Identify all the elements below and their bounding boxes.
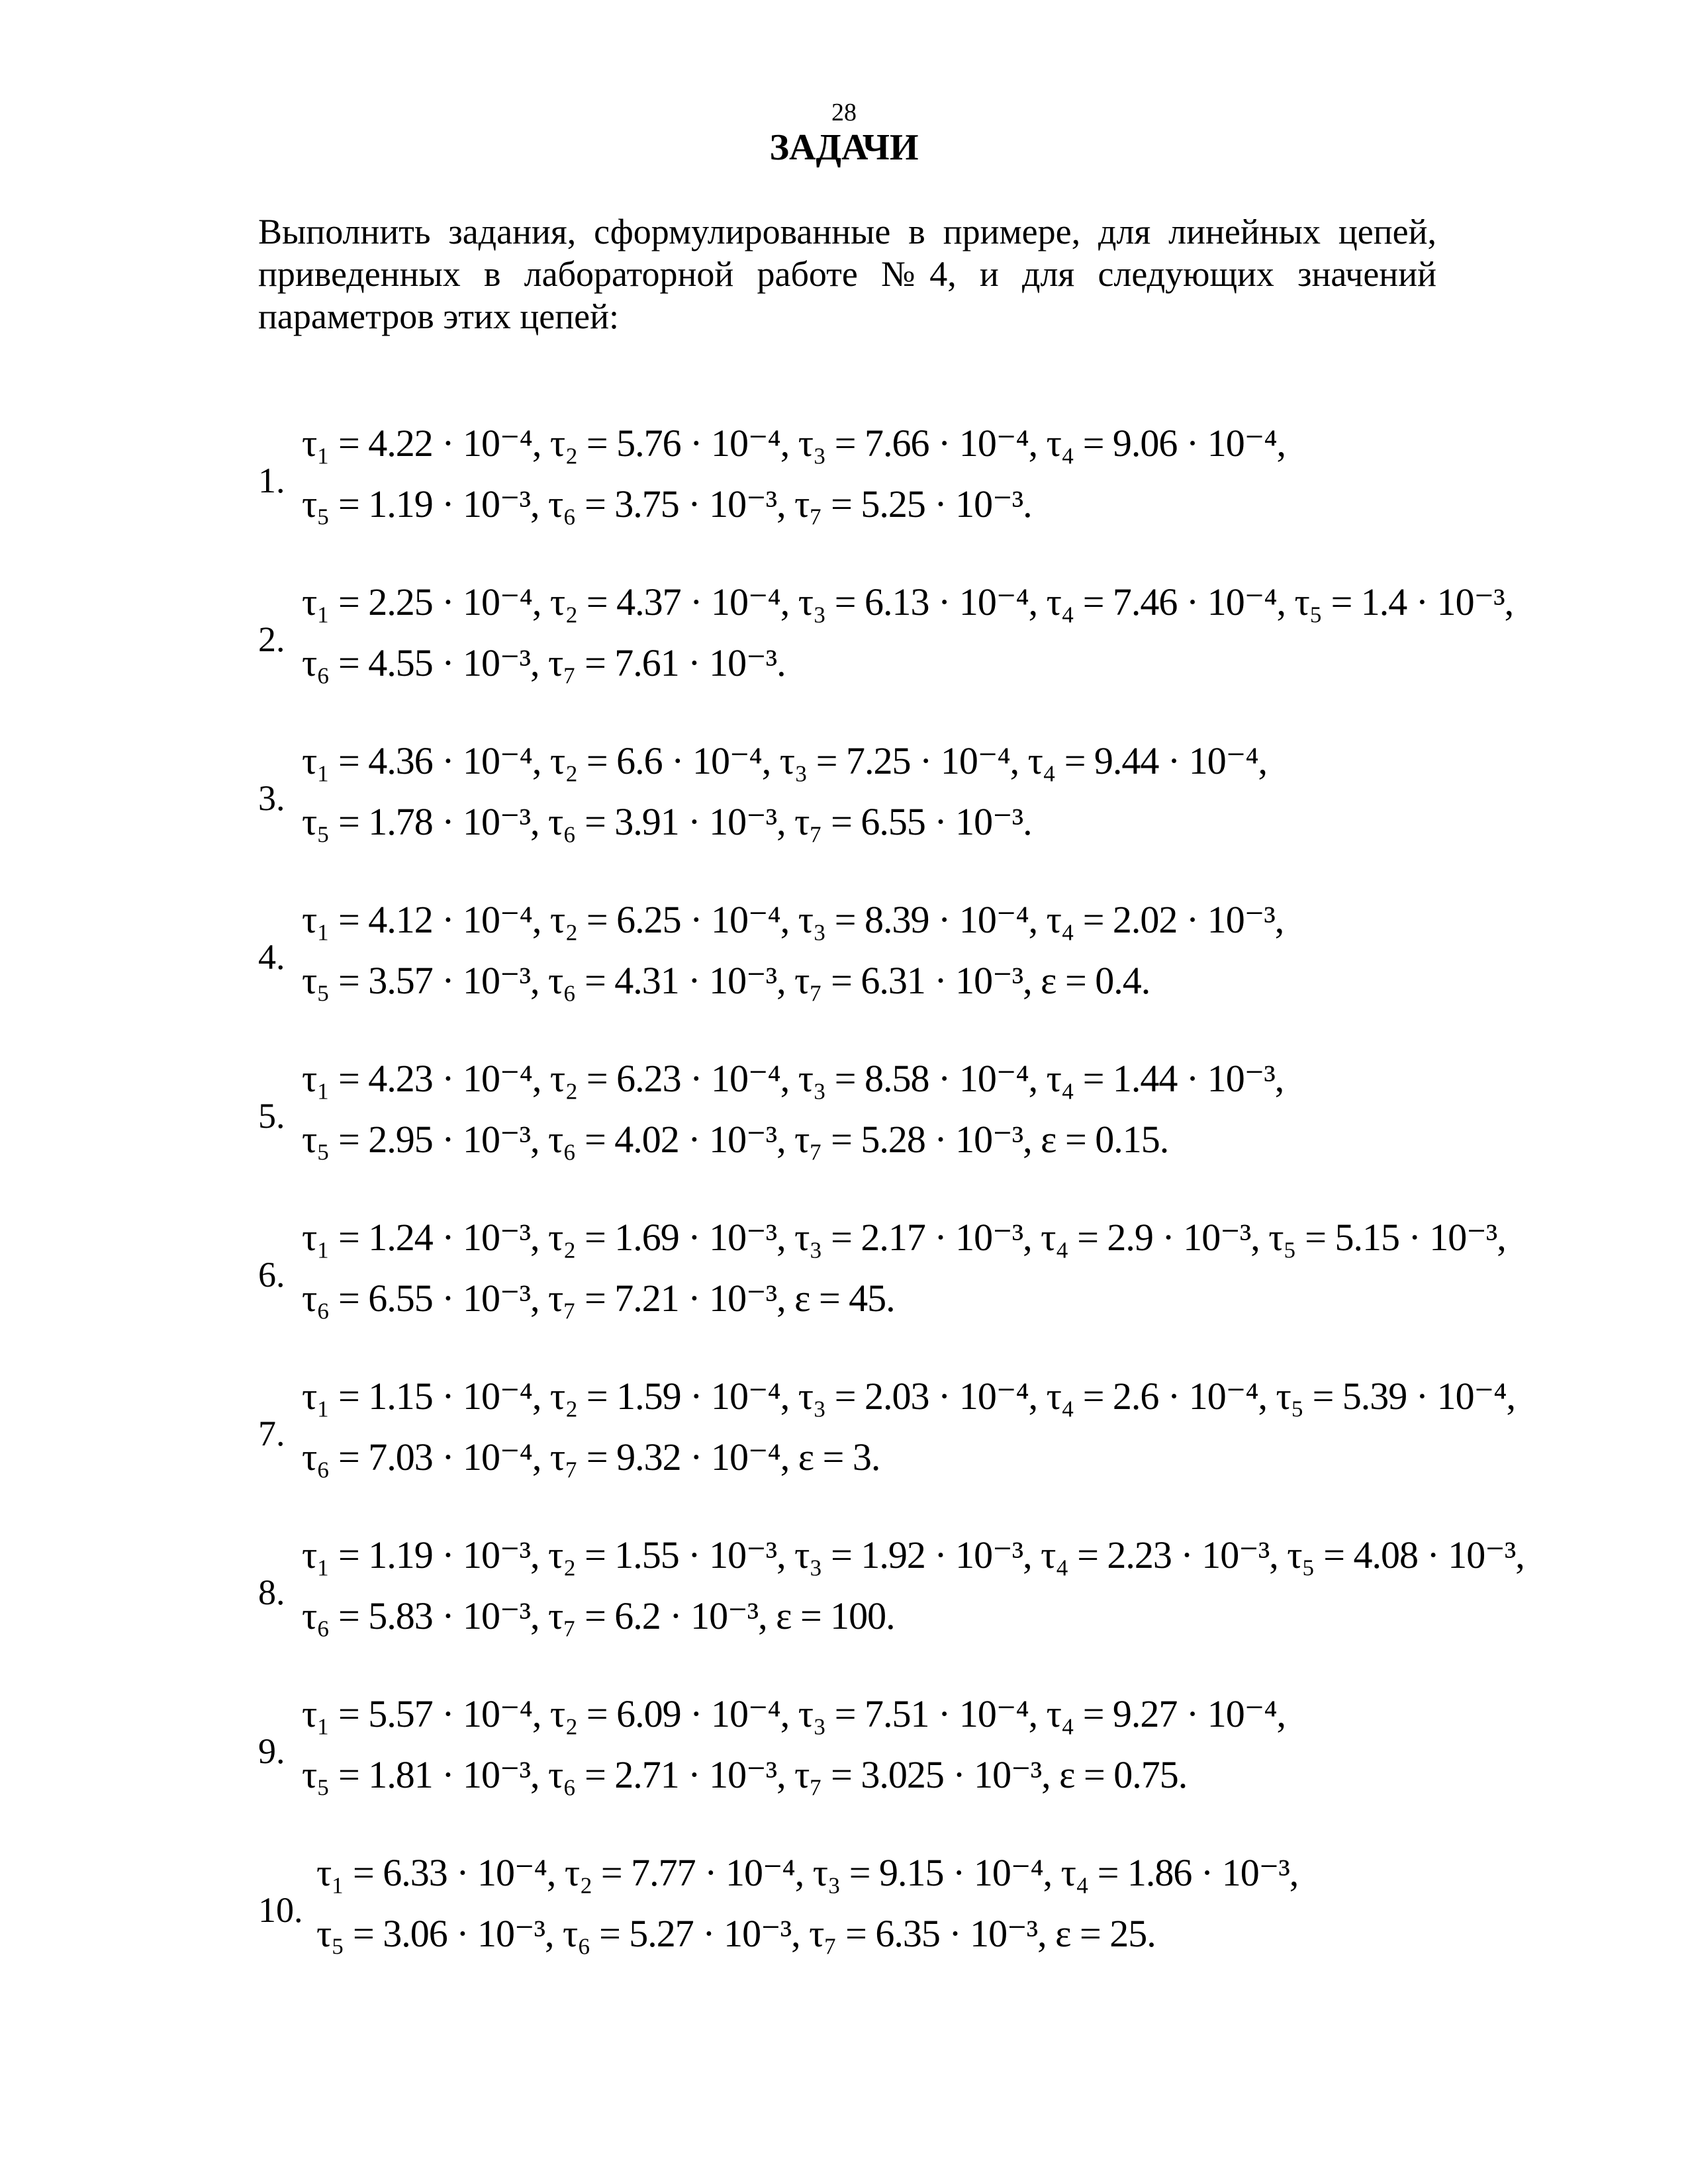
problem-item: [258, 1692, 1450, 1850]
problem-item: [258, 1850, 1450, 2009]
problem-item: [258, 1374, 1515, 1533]
problem-item: [258, 897, 1450, 1056]
problem-params-line-1: τ₁ = 5.57 · 10⁻⁴, τ₂ = 6.09 · 10⁻⁴, τ₃ = 7.51 · 10⁻⁴, τ₄ = 9.27 · 10⁻⁴,: [302, 1692, 1286, 1735]
problem-params-line-2: τ₅ = 2.95 · 10⁻³, τ₆ = 4.02 · 10⁻³, τ₇ = 5.28 · 10⁻³, ε = 0.15.: [302, 1118, 1169, 1161]
problem-params-line-2: τ₅ = 1.78 · 10⁻³, τ₆ = 3.91 · 10⁻³, τ₇ = 6.55 · 10⁻³.: [302, 800, 1032, 843]
problem-list: [258, 421, 1524, 2009]
problem-params-line-2: τ₅ = 1.81 · 10⁻³, τ₆ = 2.71 · 10⁻³, τ₇ = 3.025 · 10⁻³, ε = 0.75.: [302, 1753, 1188, 1796]
problem-item: [258, 1056, 1450, 1215]
problem-params-line-2: τ₅ = 3.57 · 10⁻³, τ₆ = 4.31 · 10⁻³, τ₇ = 6.31 · 10⁻³, ε = 0.4.: [302, 959, 1150, 1002]
problem-params-line-1: τ₁ = 4.36 · 10⁻⁴, τ₂ = 6.6 · 10⁻⁴, τ₃ = 7.25 · 10⁻⁴, τ₄ = 9.44 · 10⁻⁴,: [302, 739, 1268, 782]
page-title: ЗАДАЧИ: [769, 127, 919, 168]
problem-item: [258, 1533, 1524, 1692]
problem-params-line-1: τ₁ = 6.33 · 10⁻⁴, τ₂ = 7.77 · 10⁻⁴, τ₃ = 9.15 · 10⁻⁴, τ₄ = 1.86 · 10⁻³,: [316, 1851, 1299, 1894]
problem-number: 3.: [258, 778, 285, 818]
problem-params-line-2: τ₅ = 1.19 · 10⁻³, τ₆ = 3.75 · 10⁻³, τ₇ = 5.25 · 10⁻³.: [302, 482, 1032, 525]
intro-line: параметров этих цепей:: [258, 296, 620, 336]
problem-params-line-1: τ₁ = 1.15 · 10⁻⁴, τ₂ = 1.59 · 10⁻⁴, τ₃ = 2.03 · 10⁻⁴, τ₄ = 2.6 · 10⁻⁴, τ₅ = 5.39 · 10⁻⁴,: [302, 1375, 1515, 1418]
problem-params-line-1: τ₁ = 4.12 · 10⁻⁴, τ₂ = 6.25 · 10⁻⁴, τ₃ = 8.39 · 10⁻⁴, τ₄ = 2.02 · 10⁻³,: [302, 898, 1284, 941]
problem-number: 8.: [258, 1572, 285, 1612]
page-number: 28: [831, 99, 857, 126]
intro-paragraph: [258, 210, 1436, 338]
problem-number: 10.: [258, 1890, 303, 1930]
problem-params-line-2: τ₆ = 5.83 · 10⁻³, τ₇ = 6.2 · 10⁻³, ε = 100.: [302, 1594, 895, 1637]
problem-params-line-2: τ₆ = 7.03 · 10⁻⁴, τ₇ = 9.32 · 10⁻⁴, ε = 3.: [302, 1435, 880, 1479]
problem-item: [258, 421, 1450, 580]
intro-line: приведенных в лабораторной работе №4, и для следующих значений: [258, 254, 1436, 294]
problem-params-line-1: τ₁ = 4.22 · 10⁻⁴, τ₂ = 5.76 · 10⁻⁴, τ₃ = 7.66 · 10⁻⁴, τ₄ = 9.06 · 10⁻⁴,: [302, 422, 1286, 465]
problem-params-line-2: τ₅ = 3.06 · 10⁻³, τ₆ = 5.27 · 10⁻³, τ₇ = 6.35 · 10⁻³, ε = 25.: [316, 1912, 1156, 1955]
problem-number: 7.: [258, 1414, 285, 1453]
problem-number: 1.: [258, 461, 285, 500]
problem-params-line-1: τ₁ = 4.23 · 10⁻⁴, τ₂ = 6.23 · 10⁻⁴, τ₃ = 8.58 · 10⁻⁴, τ₄ = 1.44 · 10⁻³,: [302, 1057, 1284, 1100]
problem-params-line-2: τ₆ = 6.55 · 10⁻³, τ₇ = 7.21 · 10⁻³, ε = 45.: [302, 1277, 895, 1320]
problem-number: 9.: [258, 1731, 285, 1771]
problem-item: [258, 1215, 1506, 1374]
problem-params-line-1: τ₁ = 1.19 · 10⁻³, τ₂ = 1.55 · 10⁻³, τ₃ = 1.92 · 10⁻³, τ₄ = 2.23 · 10⁻³, τ₅ = 4.08 · 10⁻³,: [302, 1533, 1524, 1576]
intro-line: Выполнить задания, сформулированные в примере, для линейных цепей,: [258, 212, 1436, 251]
problem-params-line-1: τ₁ = 2.25 · 10⁻⁴, τ₂ = 4.37 · 10⁻⁴, τ₃ = 6.13 · 10⁻⁴, τ₄ = 7.46 · 10⁻⁴, τ₅ = 1.4 · 10⁻³,: [302, 580, 1514, 623]
problem-number: 4.: [258, 937, 285, 977]
problem-params-line-1: τ₁ = 1.24 · 10⁻³, τ₂ = 1.69 · 10⁻³, τ₃ = 2.17 · 10⁻³, τ₄ = 2.9 · 10⁻³, τ₅ = 5.15 · 10⁻³,: [302, 1216, 1506, 1259]
problem-number: 6.: [258, 1255, 285, 1295]
problem-number: 2.: [258, 619, 285, 659]
problem-params-line-2: τ₆ = 4.55 · 10⁻³, τ₇ = 7.61 · 10⁻³.: [302, 641, 786, 684]
problem-item: [258, 580, 1514, 739]
problem-number: 5.: [258, 1096, 285, 1136]
problem-item: [258, 739, 1450, 897]
